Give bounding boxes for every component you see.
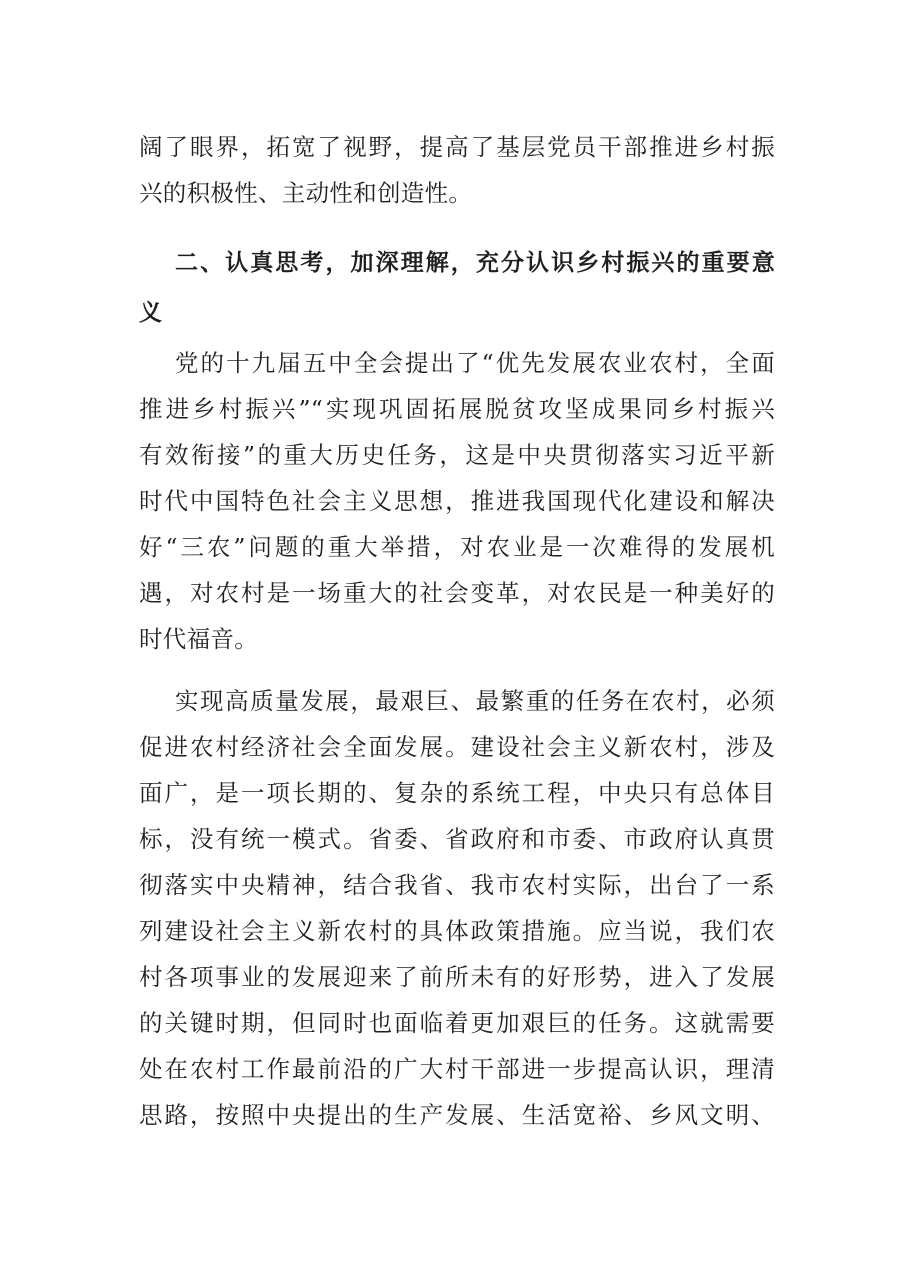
text-line: 的关键时期，但同时也面临着更加艰巨的任务。这就需要 [139, 1009, 775, 1037]
document-body [139, 124, 775, 1138]
text-line: 促进农村经济社会全面发展。建设社会主义新农村，涉及 [139, 733, 775, 761]
text-line: 实现高质量发展，最艰巨、最繁重的任务在农村，必须 [175, 687, 775, 715]
paragraph-rural-development [139, 678, 775, 1138]
text-line: 思路，按照中央提出的生产发展、生活宽裕、乡风文明、 [139, 1101, 775, 1129]
text-line: 列建设社会主义新农村的具体政策措施。应当说，我们农 [139, 917, 775, 945]
text-line: 党的十九届五中全会提出了“优先发展农业农村，全面 [175, 349, 775, 377]
text-line: 时代福音。 [139, 625, 258, 653]
heading-line: 义 [139, 300, 163, 326]
paragraph-continuation [139, 124, 775, 216]
text-line: 兴的积极性、主动性和创造性。 [139, 179, 473, 207]
text-line: 阔了眼界，拓宽了视野，提高了基层党员干部推进乡村振 [139, 133, 775, 161]
heading-line: 二、认真思考，加深理解，充分认识乡村振兴的重要意 [175, 250, 775, 276]
text-line: 时代中国特色社会主义思想，推进我国现代化建设和解决 [139, 487, 775, 515]
text-line: 处在农村工作最前沿的广大村干部进一步提高认识，理清 [139, 1055, 775, 1083]
text-line: 标，没有统一模式。省委、省政府和市委、市政府认真贯 [139, 825, 775, 853]
text-line: 村各项事业的发展迎来了前所未有的好形势，进入了发展 [139, 963, 775, 991]
text-line: 彻落实中央精神，结合我省、我市农村实际，出台了一系 [139, 871, 775, 899]
text-line: 有效衔接”的重大历史任务，这是中央贯彻落实习近平新 [139, 441, 775, 469]
text-line: 好“三农”问题的重大举措，对农业是一次难得的发展机 [139, 533, 775, 561]
section-heading [139, 232, 775, 340]
text-line: 面广，是一项长期的、复杂的系统工程，中央只有总体目 [139, 779, 775, 807]
text-line: 推进乡村振兴”“实现巩固拓展脱贫攻坚成果同乡村振兴 [139, 395, 775, 423]
paragraph-historic-task [139, 340, 775, 662]
text-line: 遇，对农村是一场重大的社会变革，对农民是一种美好的 [139, 579, 775, 607]
